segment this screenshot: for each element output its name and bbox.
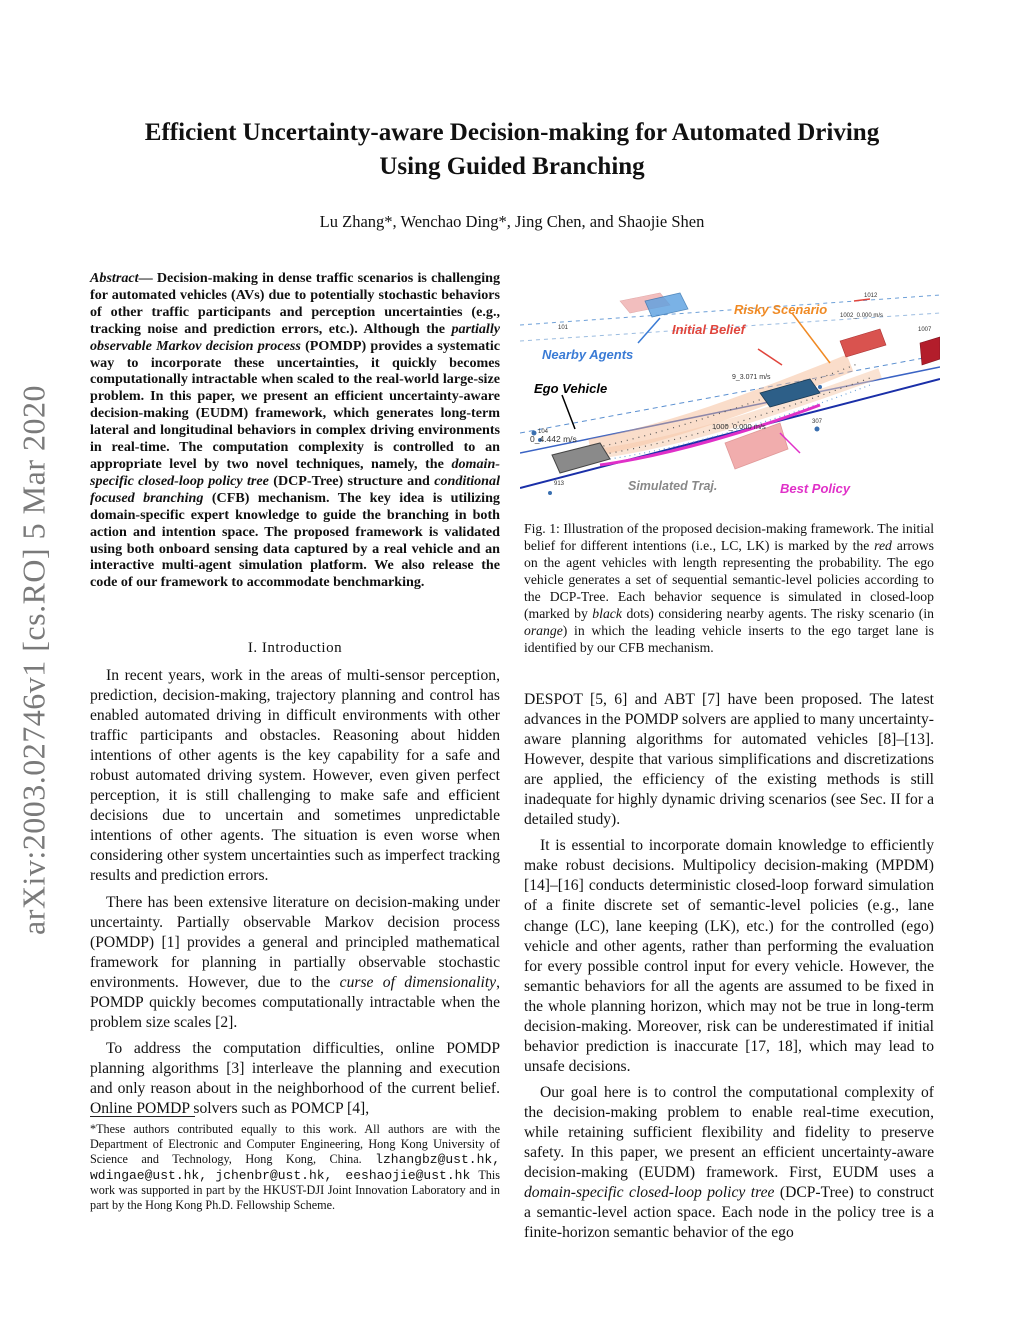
- paragraph: [524, 1083, 934, 1243]
- paragraph-text: , POMDP quickly becomes computationally intractable when the problem size scales [2].: [90, 973, 500, 1031]
- author-list: Lu Zhang*, Wenchao Ding*, Jing Chen, and Shaojie Shen: [319, 212, 705, 231]
- initial-belief-label: Initial Belief: [672, 322, 745, 337]
- figure-1: [520, 283, 940, 503]
- agent-id: 307: [812, 419, 823, 425]
- paragraph-text: Our goal here is to control the computational complexity of the decision-making problem to enable real-time execution, while retaining sufficient flexibility and fidelity to preserve safety. In this paper, we present an efficient uncertainty-aware decision-making (EUDM) framework. First, EUDM uses a: [524, 1083, 934, 1182]
- paragraph: [90, 893, 500, 1033]
- risky-scenario-label: Risky Scenario: [734, 302, 828, 317]
- paragraph: It is essential to incorporate domain knowledge to efficiently make robust decisions. Multipolicy decision-making (MPDM) [14]–[16] conducts deterministic closed-loop forward simulation of a finite discrete set of semantic-level policies (e.g., lane change (LC), lane keeping (LK), etc.) for the controlled (ego) vehicle and other agents, rather than performing the evaluation for every possible control input for every vehicle. However, the semantic behaviors for all the agents are assumed to be fixed in the whole planning horizon, which may not be true in long-term decision-making. Moreover, risk can be underestimated if initial behavior prediction is inaccurate [17, 18], which may lead to unsafe decisions.: [524, 837, 934, 1075]
- speed-readout: 1002_0.000 m/s: [840, 313, 884, 319]
- right-column-body: [524, 690, 934, 1249]
- footnote: [90, 1122, 500, 1213]
- agent-id: 913: [554, 481, 565, 487]
- abstract-text-1: Decision-making in dense traffic scenarios is challenging for automated vehicles (AVs) due to potentially stochastic behaviors of other traffic participants and perception uncertainties (e.g., tracking noise and prediction errors, etc.). Although the: [90, 270, 500, 337]
- left-column-body: [90, 666, 500, 1125]
- title-line-2: Using Guided Branching: [379, 153, 645, 180]
- footnote-emails-1: lzhangbz@ust.hk, wdingae@ust.hk,: [90, 1152, 500, 1183]
- abstract-dash: —: [138, 270, 153, 286]
- footnote-emails-2: jchenbr@ust.hk, eeshaojie@ust.hk: [215, 1167, 471, 1183]
- footnote-rule: [90, 1116, 195, 1117]
- abstract-text-2: (POMDP) provides a systematic way to incorporate these uncertainties, it quickly becomes computationally intractable when scaled to the real-world large-size problem. In this paper, we present an efficient uncertainty-aware decision-making (EUDM) framework, which generates long-term lateral and longitudinal behaviors in complex driving environments in real-time. The computation complexity is controlled to an appropriate level by two novel techniques, namely, the: [90, 337, 501, 472]
- agent-id: 104: [538, 429, 549, 435]
- paragraph: In recent years, work in the areas of multi-sensor perception, prediction, decision-making, trajectory planning and control has enabled automated driving in difficult environments with other traffic participants and obstacles. Reasoning about hidden intentions of other agents is the key capability for a safe and robust automated driving system. However, even given perfect perception, it is still challenging to make safe and efficient decisions due to uncertain and sometimes unpredictable intentions of other agents. The situation is even worse when considering other system uncertainties such as imperfect tracking results and prediction errors.: [90, 667, 500, 885]
- figure-1-caption: [524, 520, 934, 656]
- abstract-text-4: (CFB) mechanism. The key idea is utilizing domain-specific expert knowledge to guide the branching in both action and intention space. The proposed framework is validated using both onboard sensing data captured by a real vehicle and an interactive multi-agent simulation platform. We also release the code of our framework to accommodate benchmarking.: [90, 489, 500, 591]
- abstract: [90, 270, 500, 591]
- belief-arrow: [758, 349, 782, 365]
- caption-text: arrows on the agent vehicles with length representing the probability. The ego vehicle generates a set of sequential semantic-level policies according to the DCP-Tree. Each behavior sequence is simulated in closed-loop (marked by: [524, 538, 934, 621]
- nearby-agents-pointer: [638, 318, 660, 343]
- caption-text: Fig. 1: Illustration of the proposed decision-making framework. The initial belief for different intentions (i.e., LC, LK) is marked by the: [524, 521, 934, 553]
- abstract-emph-2: domain-specific closed-loop policy tree: [90, 455, 500, 489]
- ego-vehicle-label: Ego Vehicle: [534, 381, 608, 396]
- agent-id: 101: [558, 325, 569, 331]
- paragraph: To address the computation difficulties, online POMDP planning algorithms [3] interleave the planning and execution and only reason about in the neighborhood of the current belief. Online POMDP solvers such as POMCP [4],: [90, 1039, 500, 1117]
- best-policy-label: Best Policy: [780, 481, 851, 496]
- title-line-1: Efficient Uncertainty-aware Decision-making for Automated Driving: [144, 119, 880, 146]
- paragraph-text: (DCP-Tree) to construct a semantic-level action space. Each node in the policy tree is a finite-horizon semantic behavior of the ego: [524, 1184, 934, 1242]
- paper-title: [90, 116, 934, 184]
- caption-text: dots) considering nearby agents. The risky scenario (in: [621, 606, 935, 621]
- paragraph-emph: curse of dimensionality: [339, 973, 497, 991]
- abstract-emph-3: conditional focused branching: [90, 472, 500, 506]
- abstract-emph-1: partially observable Markov decision process: [90, 320, 500, 354]
- section-heading-introduction: I. Introduction: [247, 640, 343, 656]
- nearby-agents-label: Nearby Agents: [542, 347, 634, 362]
- arxiv-identifier: [12, 385, 56, 935]
- caption-emph: red: [874, 538, 892, 553]
- caption-emph: orange: [524, 623, 563, 638]
- footnote-text-1: *These authors contributed equally to this work. All authors are with the Department of Electronic and Computer Engineering, Hong Kong University of Science and Technology, Hong Kong, China.: [90, 1122, 500, 1167]
- abstract-text-3: (DCP-Tree) structure and: [268, 472, 435, 489]
- figure-1-illustration: [520, 283, 940, 503]
- paragraph-text: There has been extensive literature on decision-making under uncertainty. Partially observable Markov decision process (POMDP) [1] provides a general and principled mathematical framework for planning in partially observable stochastic environments. However, due to the: [90, 893, 500, 991]
- paragraph-emph: domain-specific closed-loop policy tree: [524, 1184, 775, 1202]
- caption-emph: black: [592, 606, 622, 621]
- speed-readout: 9_3.071 m/s: [732, 374, 771, 381]
- simulated-traj-label: Simulated Traj.: [628, 479, 718, 493]
- agent-id: 1007: [918, 327, 932, 333]
- paragraph: DESPOT [5, 6] and ABT [7] have been proposed. The latest advances in the POMDP solvers are applied to many uncertainty-aware planning algorithms for automated vehicles [8]–[13]. However, despite that various simplifications and discretizations are applied, the efficiency of the existing methods is still inadequate for highly dynamic driving scenarios (see Sec. II for a detailed study).: [524, 691, 934, 829]
- speed-readout: 1000_0.000 m/s: [712, 422, 766, 431]
- speed-readout: 0_4.442 m/s: [530, 434, 577, 444]
- agent-id: 1012: [864, 293, 878, 299]
- caption-text: ) in which the leading vehicle inserts to the ego target lane is identified by our CFB mechanism.: [524, 623, 934, 655]
- abstract-label: Abstract: [90, 270, 139, 286]
- arxiv-identifier-text: arXiv:2003.02746v1 [cs.RO] 5 Mar 2020: [15, 385, 52, 935]
- footnote-text-2: This work was supported in part by the HKUST-DJI Joint Innovation Laboratory and in part by the Hong Kong Ph.D. Fellowship Scheme.: [90, 1167, 501, 1213]
- belief-arrow: [854, 299, 870, 301]
